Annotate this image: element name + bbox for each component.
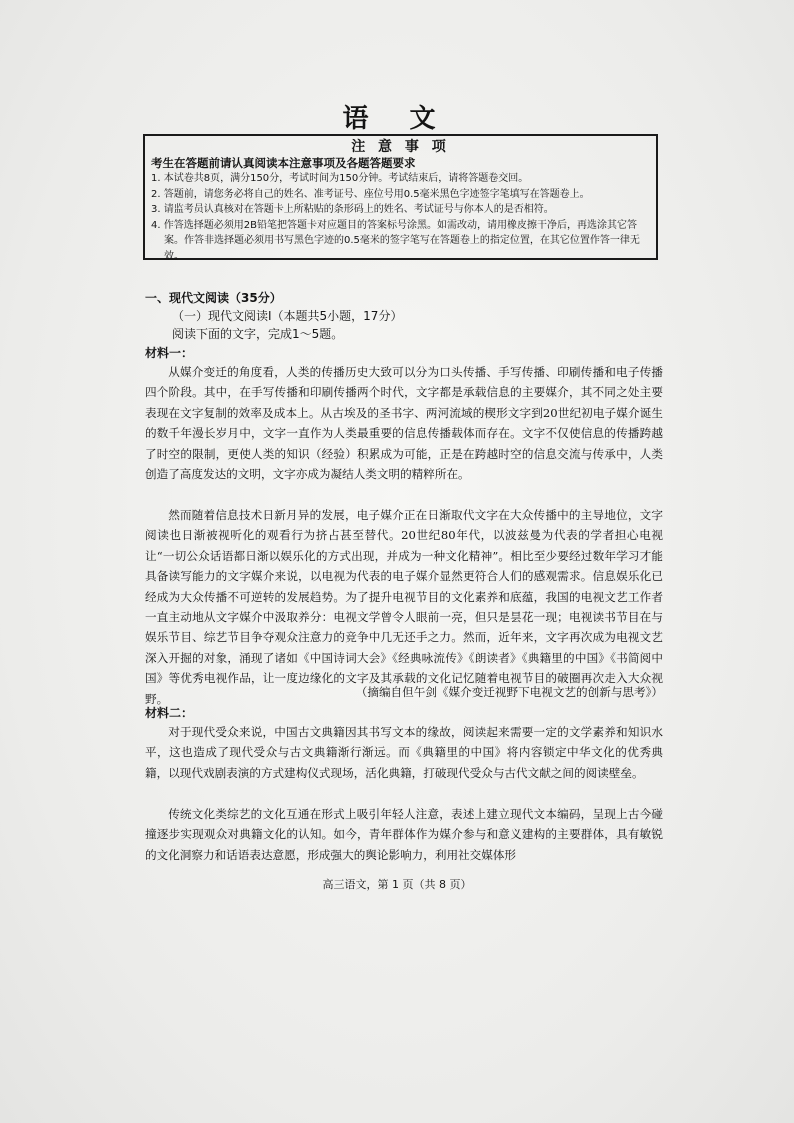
page-title: 语 文 [342,104,452,134]
reading-instruction: 阅读下面的文字，完成1～5题。 [172,327,344,341]
material-two-label: 材料二： [145,706,194,720]
notice-item-3: 3. 请监考员认真核对在答题卡上所粘贴的条形码上的姓名、考试证号与你本人的是否相符。 [151,204,554,215]
section-title: 一、现代文阅读（35分） [145,291,282,305]
material-one-paragraph: 然而随着信息技术日新月异的发展，电子媒介正在日渐取代文字在大众传播中的主导地位，文字阅读也日渐被视听化的观看行为挤占甚至替代。20世纪80年代，以波兹曼为代表的学者担心电视让“一切公众话语都日渐以娱乐化的方式出现，并成为一种文化精神”。相比至少要经过数年学习才能具备读写能力的文字媒介来说，以电视为代表的电子媒介显然更符合人们的感观需求。信息娱乐化已经成为大众传播不可逆转的发展趋势。为了提升电视节目的文化素养和底蕴，我国的电视文艺工作者一直主动地从文字媒介中汲取养分：电视文学曾令人眼前一亮，但只是昙花一现；电视读书节目在与娱乐节目、综艺节目争夺观众注意力的竞争中几无还手之力。然而，近年来，文字再次成为电视文艺深入开掘的对象，涌现了诸如《中国诗词大会》《经典咏流传》《朗读者》《典籍里的中国》《书简阅中国》等优秀电视作品，让一度边缘化的文字及其承载的文化记忆随着电视节目的破圈再次走入大众视野。 [145,508,663,706]
material-two-paragraph: 传统文化类综艺的文化互通在形式上吸引年轻人注意，表述上建立现代文本编码，呈现上古今碰撞逐步实现观众对典籍文化的认知。如今，青年群体作为媒介参与和意义建构的主要群体，具有敏锐的文化洞察力和话语表达意愿，形成强大的舆论影响力，利用社交媒体形 [145,807,663,862]
notice-subheading: 考生在答题前请认真阅读本注意事项及各题答题要求 [151,156,416,170]
notice-box [143,134,658,260]
notice-heading: 注 意 事 项 [351,139,450,155]
material-one-label: 材料一： [145,346,194,360]
page-footer: 高三语文，第 1 页（共 8 页） [322,878,472,891]
notice-item-4: 4. 作答选择题必须用2B铅笔把答题卡对应题目的答案标号涂黑。如需改动，请用橡皮擦干净后，再选涂其它答案。作答非选择题必须用书写黑色字迹的0.5毫米的签字笔写在答题卷上的指定位置，在其它位置作答一律无效。 [151,219,640,262]
material-two-paragraph: 对于现代受众来说，中国古文典籍因其书写文本的缘故，阅读起来需要一定的文学素养和知识水平，这也造成了现代受众与古文典籍渐行渐远。而《典籍里的中国》将内容锁定中华文化的优秀典籍，以现代戏剧表演的方式建构仪式现场，活化典籍，打破现代受众与古代文献之间的阅读壁垒。 [145,725,663,780]
notice-item-1: 1. 本试卷共8页，满分150分，考试时间为150分钟。考试结束后，请将答题卷交回。 [151,173,529,184]
sub-section-title: （一）现代文阅读Ⅰ（本题共5小题，17分） [172,309,403,323]
material-one-paragraph: 从媒介变迁的角度看，人类的传播历史大致可以分为口头传播、手写传播、印刷传播和电子传播四个阶段。其中，在手写传播和印刷传播两个时代，文字都是承载信息的主要媒介，其不同之处主要表现在文字复制的效率及成本上。从古埃及的圣书字、两河流域的楔形文字到20世纪初电子媒介诞生的数千年漫长岁月中，文字一直作为人类最重要的信息传播载体而存在。文字不仅使信息的传播跨越了时空的限制，更使人类的知识（经验）积累成为可能，正是在跨越时空的信息交流与传承中，人类创造了高度发达的文明，文字亦成为凝结人类文明的精粹所在。 [145,365,663,482]
notice-item-2: 2. 答题前，请您务必将自己的姓名、准考证号、座位号用0.5毫米黑色字迹签字笔填写在答题卷上。 [151,188,590,200]
material-one-source: （摘编自但午剑《媒介变迁视野下电视文艺的创新与思考》） [355,685,663,699]
